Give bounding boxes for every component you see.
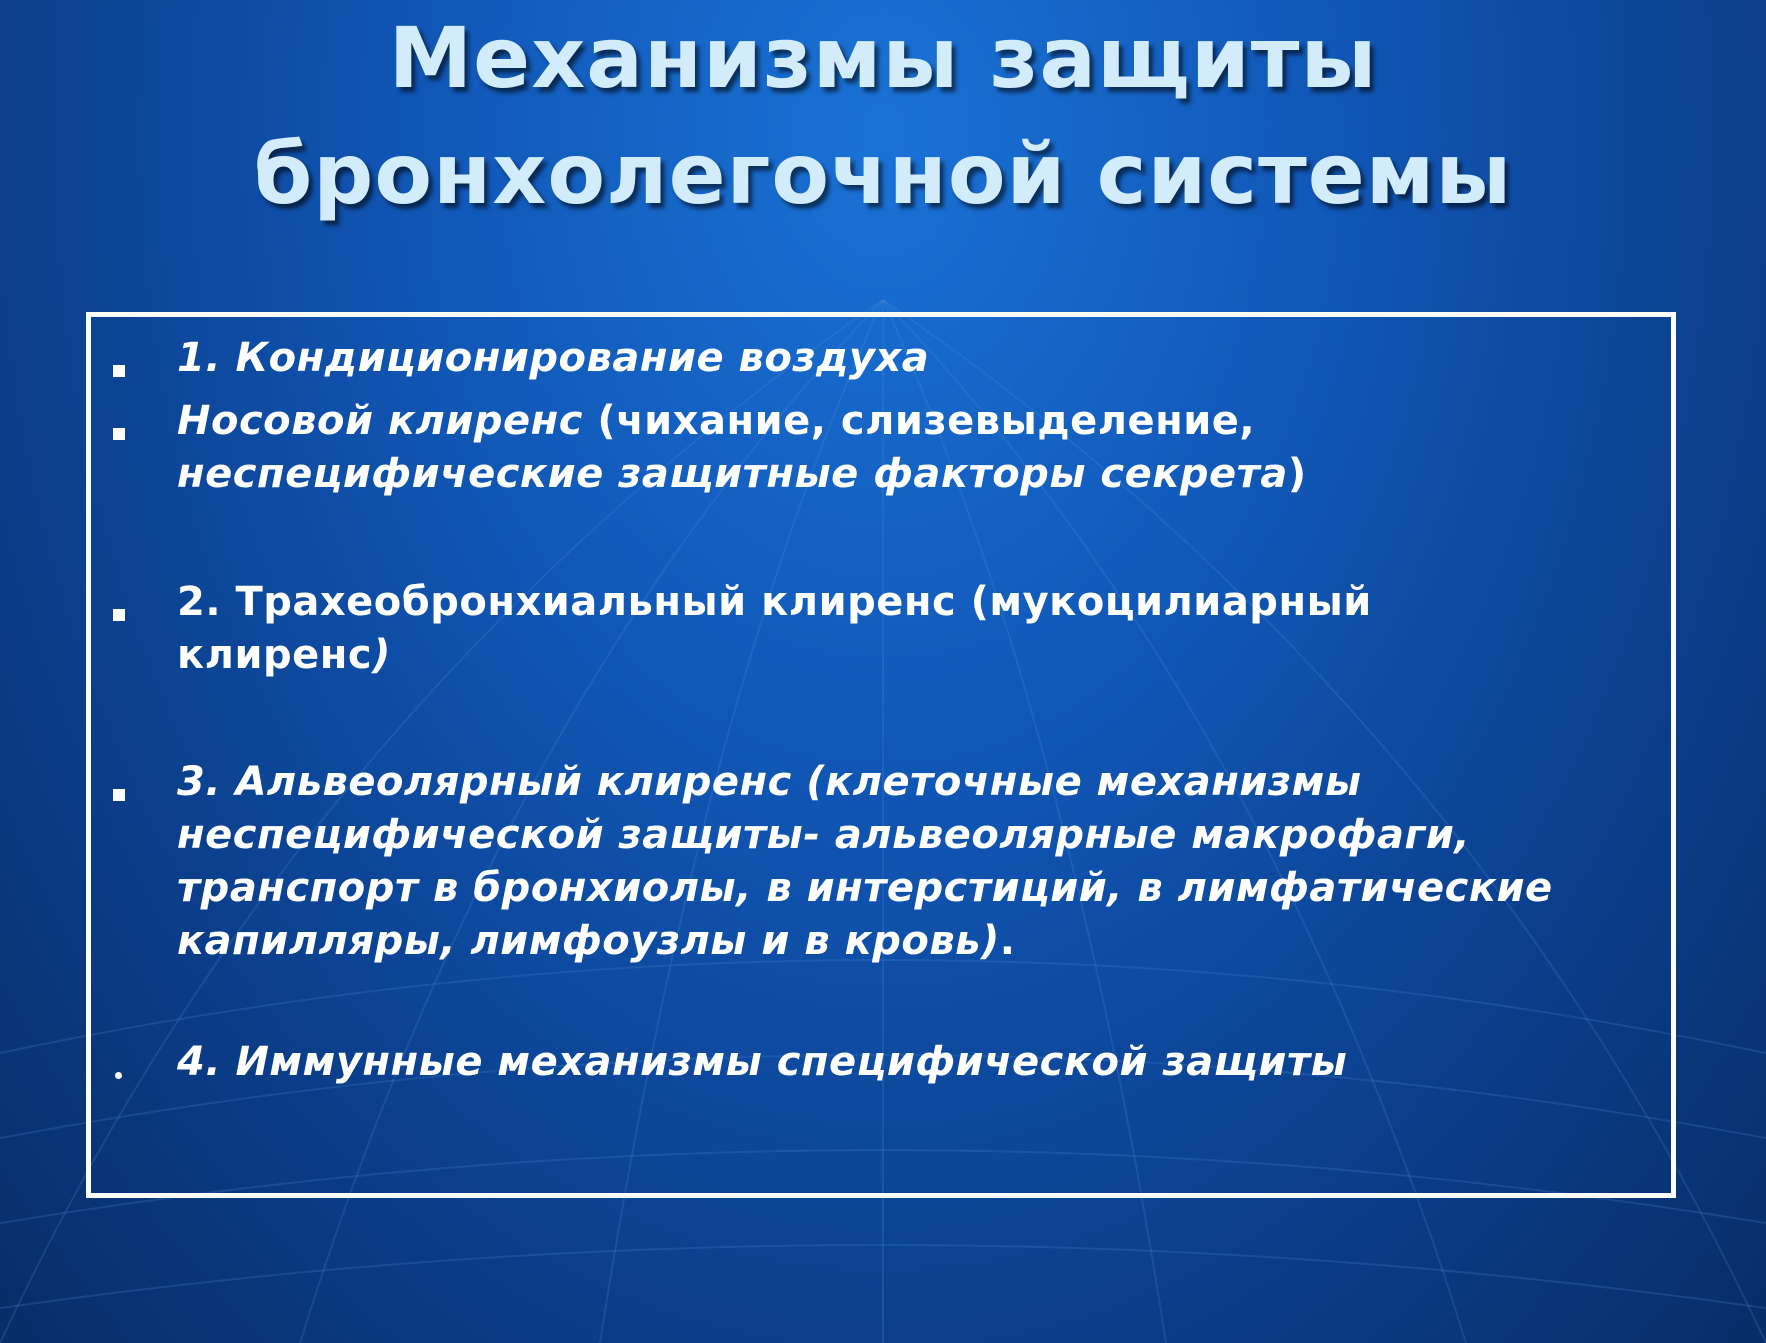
item-4-line-4-normal: .	[999, 918, 1016, 964]
item-4-line-1: 3. Альвеолярный клиренс (клеточные механизмы	[177, 759, 1362, 805]
title-line-2: бронхолегочной системы	[253, 125, 1513, 223]
item-3-line-1: 2. Трахеобронхиальный клиренс (мукоцилиарный	[177, 579, 1372, 625]
content-box	[86, 312, 1676, 1198]
square-bullet-icon	[113, 789, 125, 801]
square-bullet-icon	[113, 609, 125, 621]
item-1-line-1: 1. Кондиционирование воздуха	[177, 335, 930, 381]
item-2-line-1-normal: (чихание, слизевыделение,	[582, 398, 1256, 444]
item-2-line-2-normal: )	[1287, 451, 1307, 497]
round-bullet-icon	[115, 1072, 122, 1079]
item-2-line-2-italic: неспецифические защитные факторы секрета	[177, 451, 1288, 497]
square-bullet-icon	[113, 365, 125, 377]
item-4-line-2: неспецифической защиты- альвеолярные макрофаги,	[177, 812, 1471, 858]
item-3-line-2-normal: клиренс	[177, 632, 373, 678]
item-5-line-1: 4. Иммунные механизмы специфической защиты	[177, 1039, 1348, 1085]
square-bullet-icon	[113, 428, 125, 440]
item-4-line-3: транспорт в бронхиолы, в интерстиций, в лимфатические	[177, 865, 1553, 911]
title-line-1: Механизмы защиты	[388, 9, 1378, 107]
item-4-line-4-italic: капилляры, лимфоузлы и в кровь)	[177, 918, 1000, 964]
item-2-line-1-italic: Носовой клиренс	[177, 398, 583, 444]
slide-title	[0, 0, 1766, 232]
item-3-line-2-italic: )	[372, 632, 391, 678]
